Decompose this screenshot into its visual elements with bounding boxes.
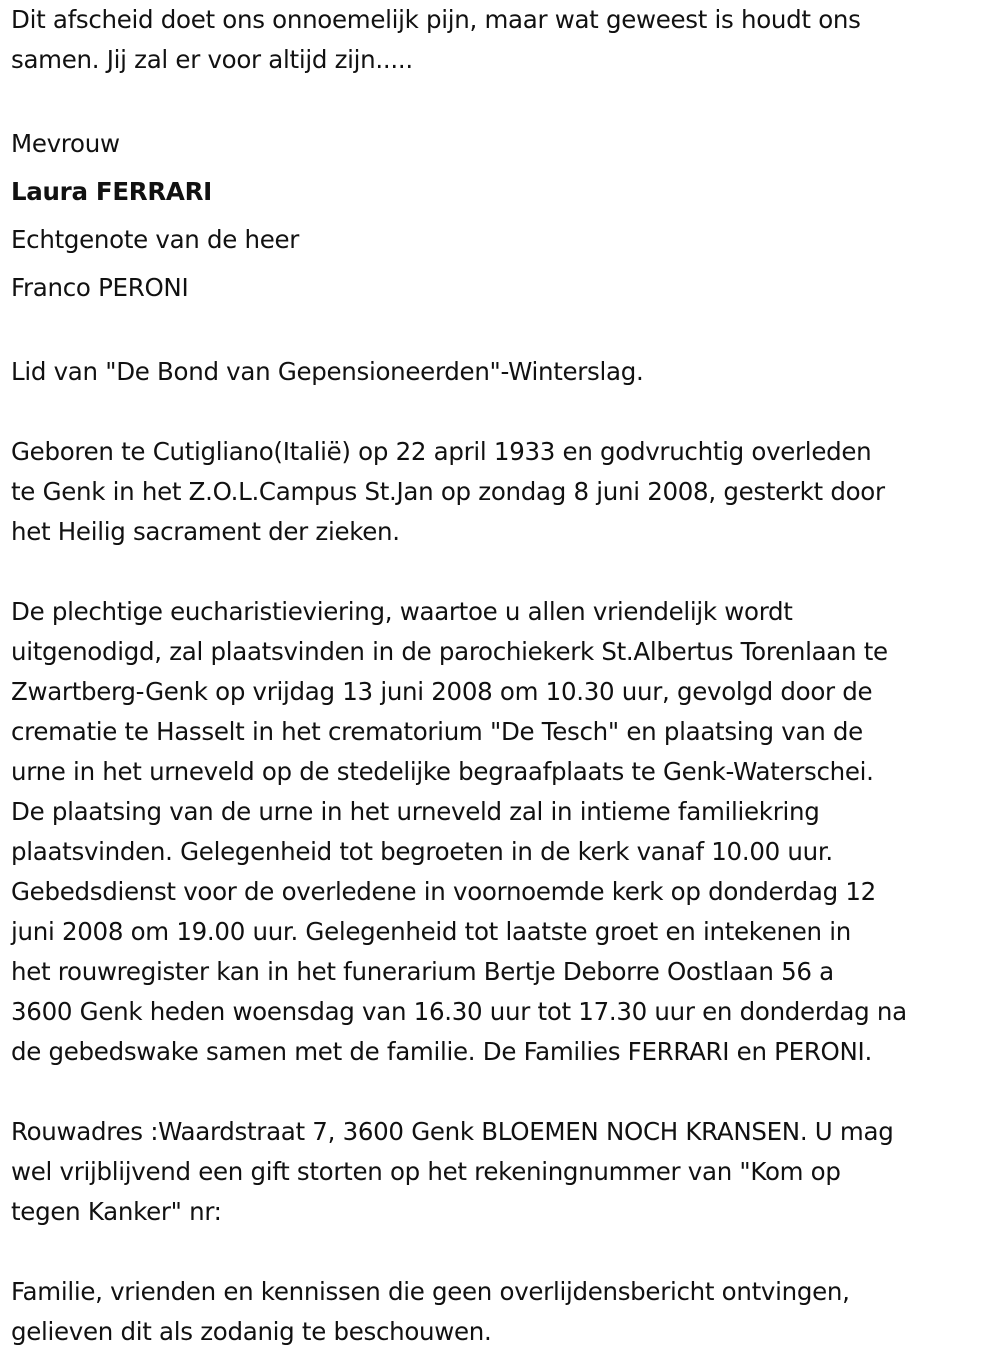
text-line: gelieven dit als zodanig te beschouwen. xyxy=(11,1317,492,1346)
text-line: te Genk in het Z.O.L.Campus St.Jan op zondag 8 juni 2008, gesterkt door xyxy=(11,477,885,506)
address-paragraph xyxy=(11,1112,996,1232)
text-line: Rouwadres :Waardstraat 7, 3600 Genk BLOEMEN NOCH KRANSEN. U mag xyxy=(11,1117,894,1146)
deceased-name: Laura FERRARI xyxy=(11,177,212,206)
birth-death-paragraph xyxy=(11,432,996,552)
deceased-block xyxy=(11,120,996,312)
text-line: het Heilig sacrament der zieken. xyxy=(11,517,400,546)
text-line: uitgenodigd, zal plaatsvinden in de parochiekerk St.Albertus Torenlaan te xyxy=(11,637,888,666)
text-line: De plaatsing van de urne in het urneveld zal in intieme familiekring xyxy=(11,797,820,826)
text-line: Zwartberg-Genk op vrijdag 13 juni 2008 om 10.30 uur, gevolgd door de xyxy=(11,677,873,706)
text-line: crematie te Hasselt in het crematorium "De Tesch" en plaatsing van de xyxy=(11,717,863,746)
honorific: Mevrouw xyxy=(11,129,120,158)
text-line: De plechtige eucharistieviering, waartoe u allen vriendelijk wordt xyxy=(11,597,793,626)
text-line: Geboren te Cutigliano(Italië) op 22 april 1933 en godvruchtig overleden xyxy=(11,437,872,466)
text-line: juni 2008 om 19.00 uur. Gelegenheid tot laatste groet en intekenen in xyxy=(11,917,852,946)
text-line: urne in het urneveld op de stedelijke begraafplaats te Genk-Waterschei. xyxy=(11,757,874,786)
relation: Echtgenote van de heer xyxy=(11,225,300,254)
text-line: plaatsvinden. Gelegenheid tot begroeten in de kerk vanaf 10.00 uur. xyxy=(11,837,833,866)
spouse-name: Franco PERONI xyxy=(11,273,189,302)
text-line: samen. Jij zal er voor altijd zijn..... xyxy=(11,45,413,74)
intro-paragraph xyxy=(11,0,996,80)
text-line: de gebedswake samen met de familie. De Families FERRARI en PERONI. xyxy=(11,1037,872,1066)
text-line: wel vrijblijvend een gift storten op het rekeningnummer van "Kom op xyxy=(11,1157,841,1186)
closing-paragraph xyxy=(11,1272,996,1352)
text-line: het rouwregister kan in het funerarium Bertje Deborre Oostlaan 56 a xyxy=(11,957,834,986)
text-line: 3600 Genk heden woensdag van 16.30 uur tot 17.30 uur en donderdag na xyxy=(11,997,907,1026)
text-line: Familie, vrienden en kennissen die geen overlijdensbericht ontvingen, xyxy=(11,1277,850,1306)
text-line: Gebedsdienst voor de overledene in voornoemde kerk op donderdag 12 xyxy=(11,877,876,906)
text-line: Lid van "De Bond van Gepensioneerden"-Winterslag. xyxy=(11,357,644,386)
text-line: Dit afscheid doet ons onnoemelijk pijn, maar wat geweest is houdt ons xyxy=(11,5,861,34)
obituary-notice xyxy=(11,0,996,1352)
membership-paragraph xyxy=(11,352,996,392)
text-line: tegen Kanker" nr: xyxy=(11,1197,222,1226)
ceremony-paragraph xyxy=(11,592,996,1072)
